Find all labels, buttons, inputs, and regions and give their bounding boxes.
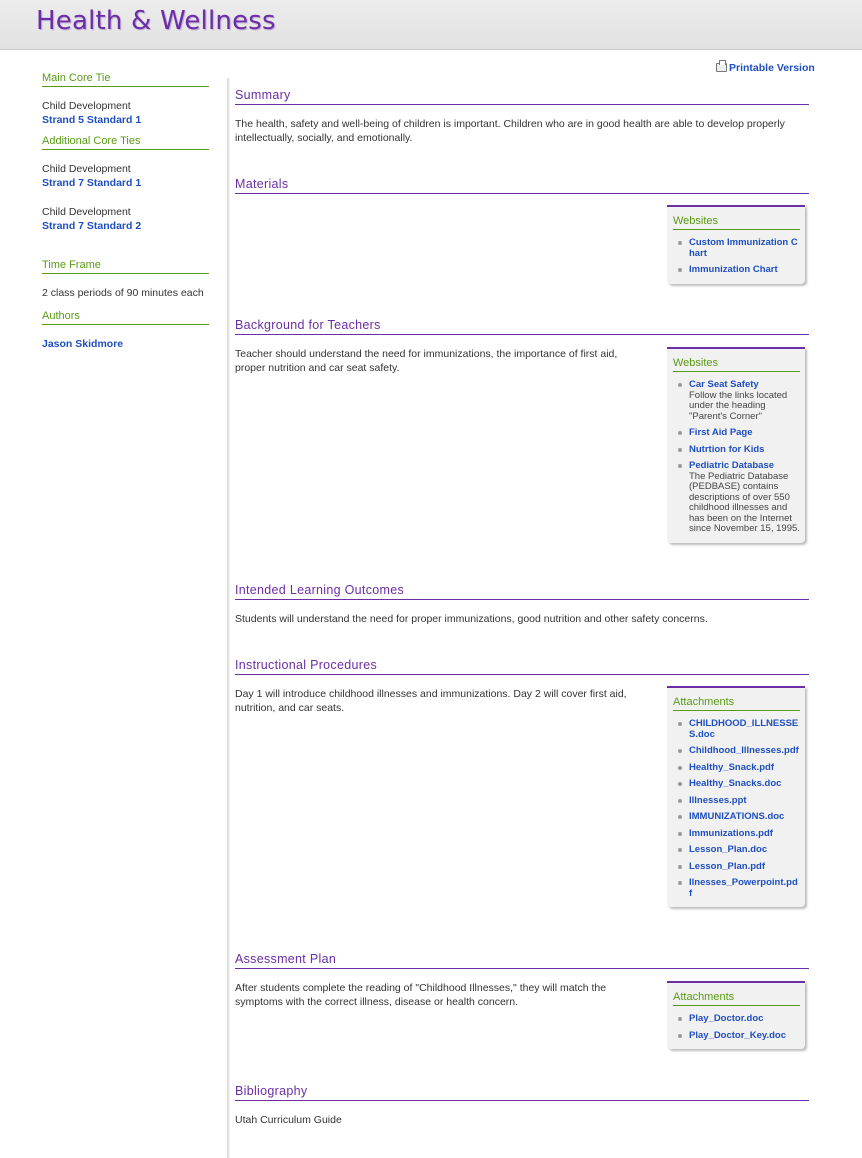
section-text: After students complete the reading of "Childhood Illnesses," they will match the symptoms with the correct illness, disease or health concern. [235,982,607,1008]
section-title: Summary [235,88,809,105]
list-item [689,763,800,774]
bibliography-section [235,1084,809,1127]
website-link[interactable]: Immunization Chart [689,264,778,275]
page-title: Health & Wellness [36,6,276,36]
website-link[interactable]: Car Seat Safety [689,379,759,390]
section-title: Assessment Plan [235,952,809,969]
materials-section [235,177,809,194]
printable-version-label: Printable Version [729,62,815,74]
attachment-link[interactable]: Illnesses.ppt [689,794,747,806]
attachment-link[interactable]: IMMUNIZATIONS.doc [689,811,785,822]
background-websites-box [667,347,805,543]
box-title: Attachments [673,991,800,1006]
materials-websites-box [667,205,805,284]
summary-section [235,88,809,145]
section-title: Materials [235,177,809,194]
section-title: Intended Learning Outcomes [235,583,809,600]
attachment-link[interactable]: Play_Doctor_Key.doc [689,1029,786,1041]
list-item [689,878,800,899]
assessment-attachments-box [667,981,805,1049]
list-item [689,829,800,840]
sidebar [42,72,209,351]
main-core-tie-course: Child Development [42,100,131,112]
attachment-link[interactable]: Healthy_Snack.pdf [689,761,774,773]
section-text: Day 1 will introduce childhood illnesses and immunizations. Day 2 will cover first aid, nutrition, and car seats. [235,688,627,714]
website-link[interactable]: Nutrtion for Kids [689,443,765,455]
box-title: Attachments [673,696,800,711]
additional-core-tie-standard-link[interactable]: Strand 7 Standard 1 [42,177,142,189]
procedures-attachments-box [667,686,805,907]
additional-core-tie-course: Child Development [42,206,131,218]
attachment-link[interactable]: Ilnesses_Powerpoint.pdf [689,877,798,899]
section-title: Background for Teachers [235,318,809,335]
time-frame-text: 2 class periods of 90 minutes each [42,287,204,299]
list-item [689,265,800,276]
authors-heading: Authors [42,310,209,325]
link-description: The Pediatric Database (PEDBASE) contains descriptions of over 550 childhood illnesses and has been on the Internet since November 15, 1995. [689,470,800,534]
list-item [689,428,800,439]
main-core-tie-standard-link[interactable]: Strand 5 Standard 1 [42,114,142,126]
list-item [689,1014,800,1025]
attachment-link[interactable]: Play_Doctor.doc [689,1013,764,1024]
section-text: Teacher should understand the need for immunizations, the importance of first aid, proper nutrition and car seat safety. [235,348,618,374]
attachment-link[interactable]: Healthy_Snacks.doc [689,778,782,789]
list-item [689,1031,800,1042]
additional-core-tie-standard-link[interactable]: Strand 7 Standard 2 [42,220,142,232]
list-item [689,461,800,535]
printer-icon [716,63,727,72]
list-item [689,862,800,873]
additional-core-ties-heading: Additional Core Ties [42,135,209,150]
printable-version-link[interactable] [716,62,815,74]
list-item [689,746,800,757]
list-item [689,779,800,790]
box-title: Websites [673,215,800,230]
section-text: Utah Curriculum Guide [235,1114,342,1126]
attachment-link[interactable]: Lesson_Plan.doc [689,844,768,855]
outcomes-section [235,583,809,626]
section-title: Instructional Procedures [235,658,809,675]
website-link[interactable]: Custom Immunization Chart [689,237,798,259]
attachment-link[interactable]: Childhood_Illnesses.pdf [689,745,799,756]
time-frame-heading: Time Frame [42,259,209,274]
attachment-link[interactable]: Immunizations.pdf [689,827,773,839]
link-description: Follow the links located under the heading "Parent's Corner" [689,389,788,422]
section-text: Students will understand the need for proper immunizations, good nutrition and other safety concerns. [235,613,708,625]
list-item [689,719,800,740]
list-item [689,445,800,456]
list-item [689,812,800,823]
attachment-link[interactable]: CHILDHOOD_ILLNESSES.doc [689,718,799,740]
section-text: The health, safety and well-being of children is important. Children who are in good health are able to develop properly intellectually, socially, and emotionally. [235,118,785,144]
page-header [0,0,862,50]
website-link[interactable]: Pediatric Database [689,460,775,471]
content-divider [227,78,230,1158]
list-item [689,380,800,422]
list-item [689,845,800,856]
main-core-tie-heading: Main Core Tie [42,72,209,87]
list-item [689,238,800,259]
author-link[interactable]: Jason Skidmore [42,338,124,350]
attachment-link[interactable]: Lesson_Plan.pdf [689,860,766,872]
list-item [689,796,800,807]
box-title: Websites [673,357,800,372]
section-title: Bibliography [235,1084,809,1101]
additional-core-tie-course: Child Development [42,163,131,175]
website-link[interactable]: First Aid Page [689,427,753,438]
